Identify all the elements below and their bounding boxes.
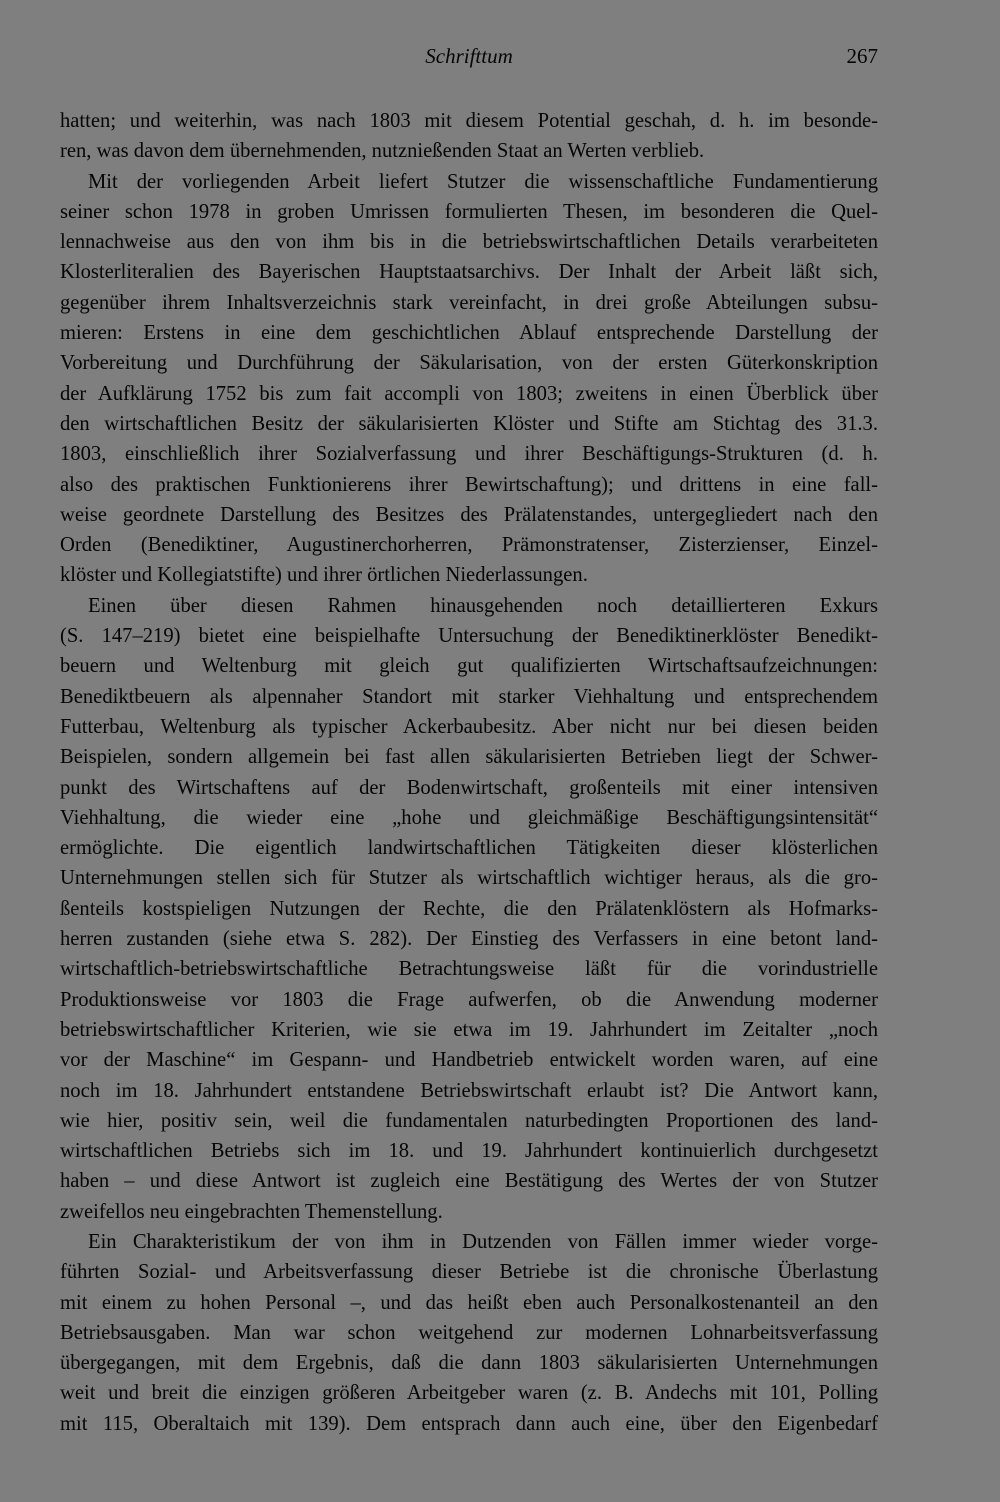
- text-line: den wirtschaftlichen Besitz der säkularisierten Klöster und Stifte am Stichtag des 31.3.: [60, 412, 878, 435]
- text-line: Futterbau, Weltenburg als typischer Ackerbaubesitz. Aber nicht nur bei diesen beiden: [60, 715, 878, 738]
- text-line: weise geordnete Darstellung des Besitzes des Prälatenstandes, untergegliedert nach den: [60, 503, 878, 526]
- text-line: Viehhaltung, die wieder eine „hohe und gleichmäßige Beschäftigungsintensität“: [60, 806, 878, 829]
- text-line: Mit der vorliegenden Arbeit liefert Stutzer die wissenschaftliche Fundamentierung: [88, 170, 878, 193]
- text-line: herren zustanden (siehe etwa S. 282). Der Einstieg des Verfassers in eine betont land-: [60, 928, 878, 951]
- text-line: Vorbereitung und Durchführung der Säkularisation, von der ersten Güterkonskription: [60, 352, 878, 375]
- text-line: also des praktischen Funktionierens ihrer Bewirtschaftung); und drittens in eine fall-: [60, 473, 878, 496]
- text-line: Produktionsweise vor 1803 die Frage aufwerfen, ob die Anwendung moderner: [60, 988, 878, 1011]
- text-line: ßenteils kostspieligen Nutzungen der Rechte, die den Prälatenklöstern als Hofmarks-: [60, 897, 878, 920]
- text-line: Unternehmungen stellen sich für Stutzer als wirtschaftlich wichtiger heraus, als die gro-: [60, 867, 878, 890]
- text-line: haben – und diese Antwort ist zugleich eine Bestätigung des Wertes der von Stutzer: [60, 1170, 878, 1193]
- text-line: wirtschaftlich-betriebswirtschaftliche Betrachtungsweise läßt für die vorindustrielle: [60, 958, 878, 981]
- text-line: Ein Charakteristikum der von ihm in Dutzenden von Fällen immer wieder vorge-: [88, 1230, 878, 1253]
- text-line: weit und breit die einzigen größeren Arbeitgeber waren (z. B. Andechs mit 101, Polling: [60, 1382, 878, 1405]
- text-line: mit 115, Oberaltaich mit 139). Dem entsprach dann auch eine, über den Eigenbedarf: [60, 1412, 878, 1435]
- text-line: noch im 18. Jahrhundert entstandene Betriebswirtschaft erlaubt ist? Die Antwort kann,: [60, 1079, 878, 1102]
- text-line: mieren: Erstens in eine dem geschichtlichen Ablauf entsprechende Darstellung der: [60, 322, 878, 345]
- text-line: wirtschaftlichen Betriebs sich im 18. und 19. Jahrhundert kontinuierlich durchgesetzt: [60, 1140, 878, 1163]
- text-line: klöster und Kollegiatstifte) und ihrer örtlichen Niederlassungen.: [60, 564, 588, 587]
- text-line: führten Sozial- und Arbeitsverfassung dieser Betriebe ist die chronische Überlastung: [60, 1261, 878, 1284]
- page-number: 267: [846, 44, 878, 68]
- text-line: betriebswirtschaftlicher Kriterien, wie sie etwa im 19. Jahrhundert im Zeitalter „noch: [60, 1018, 878, 1041]
- text-line: der Aufklärung 1752 bis zum fait accompli von 1803; zweitens in einen Überblick über: [60, 382, 878, 405]
- text-line: hatten; und weiterhin, was nach 1803 mit diesem Potential geschah, d. h. im besonde-: [60, 110, 878, 132]
- text-line: mit einem zu hohen Personal –, und das heißt eben auch Personalkostenanteil an den: [60, 1291, 878, 1314]
- text-line: Betriebsausgaben. Man war schon weitgehend zur modernen Lohnarbeitsverfassung: [60, 1321, 878, 1344]
- text-line: Einen über diesen Rahmen hinausgehenden noch detaillierteren Exkurs: [88, 594, 878, 617]
- text-line: 1803, einschließlich ihrer Sozialverfassung und ihrer Beschäftigungs-Strukturen (d. h.: [60, 443, 878, 466]
- text-line: lennachweise aus den von ihm bis in die betriebswirtschaftlichen Details verarbeiteten: [60, 231, 878, 254]
- text-line: ren, was davon dem übernehmenden, nutznießenden Staat an Werten verblieb.: [60, 140, 705, 163]
- text-line: punkt des Wirtschaftens auf der Bodenwirtschaft, großenteils mit einer intensiven: [60, 776, 878, 799]
- text-line: gegenüber ihrem Inhaltsverzeichnis stark vereinfacht, in drei große Abteilungen subsu-: [60, 291, 878, 314]
- text-line: seiner schon 1978 in groben Umrissen formulierten Thesen, im besonderen die Quel-: [60, 200, 878, 223]
- text-line: Orden (Benediktiner, Augustinerchorherren, Prämonstratenser, Zisterzienser, Einzel-: [60, 534, 878, 557]
- running-title: Schrifttum: [425, 44, 513, 68]
- text-line: wie hier, positiv sein, weil die fundamentalen naturbedingten Proportionen des land-: [60, 1109, 878, 1132]
- text-line: beuern und Weltenburg mit gleich gut qualifizierten Wirtschaftsaufzeichnungen:: [60, 655, 878, 678]
- text-line: Beispielen, sondern allgemein bei fast allen säkularisierten Betrieben liegt der Schwer-: [60, 746, 878, 769]
- text-line: vor der Maschine“ im Gespann- und Handbetrieb entwickelt worden waren, auf eine: [60, 1049, 878, 1072]
- text-line: zweifellos neu eingebrachten Themenstellung.: [60, 1200, 443, 1223]
- text-line: (S. 147–219) bietet eine beispielhafte Untersuchung der Benediktinerklöster Benedikt-: [60, 625, 878, 648]
- text-line: übergegangen, mit dem Ergebnis, daß die dann 1803 säkularisierten Unternehmungen: [60, 1352, 878, 1375]
- running-head: [60, 38, 878, 74]
- body-text: [60, 106, 878, 1439]
- text-line: Benediktbeuern als alpennaher Standort mit starker Viehhaltung und entsprechendem: [60, 685, 878, 708]
- text-line: ermöglichte. Die eigentlich landwirtschaftlichen Tätigkeiten dieser klösterlichen: [60, 837, 878, 860]
- text-line: Klosterliteralien des Bayerischen Hauptstaatsarchivs. Der Inhalt der Arbeit läßt sich,: [60, 261, 878, 284]
